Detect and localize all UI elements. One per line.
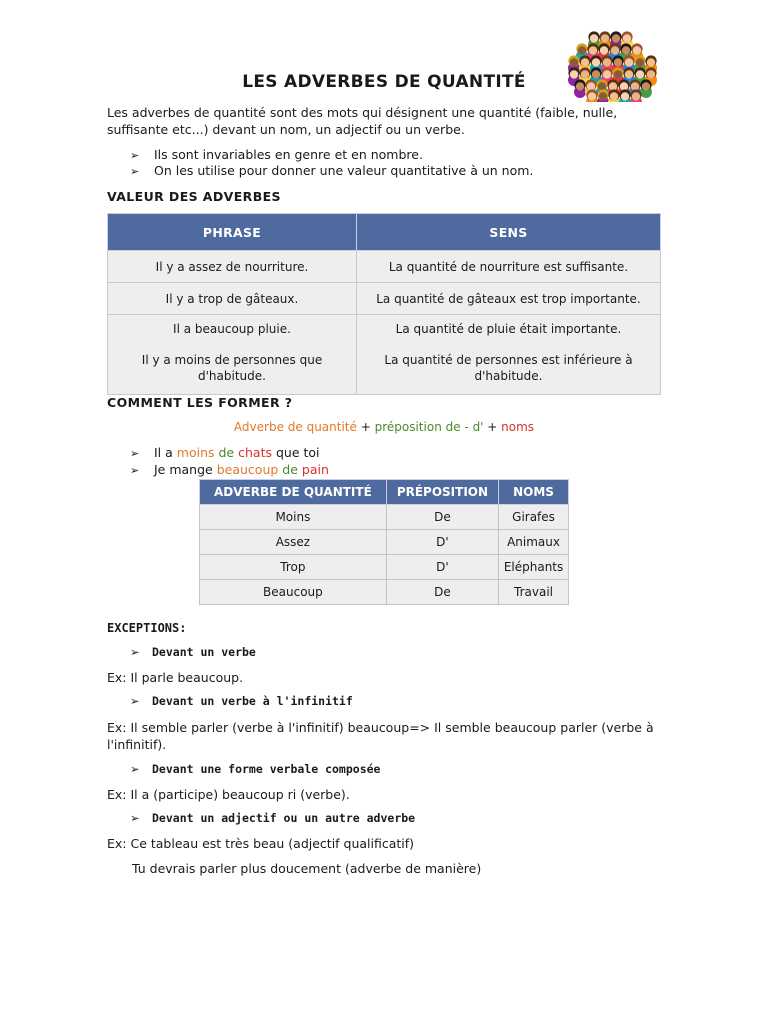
example-moins: ➢ Il a moins de chats que toi — [130, 445, 320, 460]
arrow-bullet-icon: ➢ — [130, 447, 140, 460]
crowd-face — [632, 92, 640, 100]
section-heading-values: VALEUR DES ADVERBES — [107, 189, 281, 204]
crowd-face — [599, 92, 607, 100]
exception-heading: ➢ Devant un verbe à l'infinitif — [130, 694, 353, 708]
exception-example: Ex: Il semble parler (verbe à l'infinitif) beaucoup=> Il semble beaucoup parler (verbe à l'infinitif). — [107, 720, 654, 752]
exception-example: Ex: Ce tableau est très beau (adjectif qualificatif) — [107, 836, 415, 851]
crowd-face — [592, 58, 600, 66]
crowd-face — [614, 58, 622, 66]
crowd-face — [588, 92, 596, 100]
crowd-face — [621, 92, 629, 100]
table-cell: Trop — [200, 555, 387, 580]
arrow-bullet-icon: ➢ — [130, 165, 140, 178]
arrow-bullet-icon: ➢ — [130, 694, 140, 708]
formula-adverb: Adverbe de quantité — [233, 420, 357, 434]
example-beaucoup: ➢ Je mange beaucoup de pain — [130, 462, 329, 477]
table-cell: D' — [386, 555, 498, 580]
crowd-face — [612, 34, 620, 42]
exception-example-continued: Tu devrais parler plus doucement (adverbe de manière) — [132, 861, 482, 876]
table-cell: Travail — [499, 580, 569, 605]
crowd-face — [611, 46, 619, 54]
crowd-face — [633, 46, 641, 54]
table-cell-text: Il y a moins de personnes que d'habitude. — [141, 353, 323, 383]
crowd-face — [581, 58, 589, 66]
formula-preposition: préposition de - d' — [374, 420, 484, 434]
table-cell: Eléphants — [499, 555, 569, 580]
table-cell: Il y a assez de nourriture. — [108, 251, 357, 283]
table-row — [200, 580, 569, 605]
crowd-face — [647, 58, 655, 66]
table-cell: De — [386, 505, 498, 530]
formation-table — [199, 479, 569, 605]
table-cell: Beaucoup — [200, 580, 387, 605]
table-cell: La quantité de gâteaux est trop importante. — [357, 283, 661, 315]
table-cell: D' — [386, 530, 498, 555]
crowd-face — [589, 46, 597, 54]
table-cell: Assez — [200, 530, 387, 555]
exception-example: Ex: Il a (participe) beaucoup ri (verbe). — [107, 787, 350, 802]
table-cell: Girafes — [499, 505, 569, 530]
table-cell: Animaux — [499, 530, 569, 555]
table-row — [200, 530, 569, 555]
table-cell-text: Il a beaucoup pluie. — [173, 322, 291, 336]
table-header-nouns: NOMS — [499, 480, 569, 505]
crowd-face — [578, 46, 586, 54]
values-table — [107, 213, 661, 395]
crowd-face — [603, 58, 611, 66]
crowd-face — [623, 34, 631, 42]
intro-paragraph: Les adverbes de quantité sont des mots qui désignent une quantité (faible, nulle, suffisante etc...) devant un nom, un adjectif ou un verbe. — [107, 105, 618, 137]
table-cell — [357, 315, 661, 395]
page-title: LES ADVERBES DE QUANTITÉ — [242, 72, 526, 92]
exceptions-title: EXCEPTIONS: — [107, 621, 187, 635]
table-header-phrase: PHRASE — [108, 214, 357, 251]
crowd-face — [600, 46, 608, 54]
formula-noun: noms — [501, 420, 535, 434]
section-heading-formation: COMMENT LES FORMER ? — [107, 395, 293, 410]
formula-line: Adverbe de quantité + préposition de - d' + noms — [233, 420, 535, 434]
arrow-bullet-icon: ➢ — [130, 149, 140, 162]
crowd-face — [590, 34, 598, 42]
crowd-face — [601, 34, 609, 42]
table-header-sens: SENS — [357, 214, 661, 251]
table-header-adverb: ADVERBE DE QUANTITÉ — [200, 480, 387, 505]
table-row — [200, 505, 569, 530]
crowd-face — [570, 58, 578, 66]
table-cell-text: La quantité de pluie était importante. — [395, 322, 622, 336]
table-row — [108, 251, 661, 283]
arrow-bullet-icon: ➢ — [130, 762, 140, 776]
arrow-bullet-icon: ➢ — [130, 464, 140, 477]
bullet-invariable: ➢ Ils sont invariables en genre et en nombre. — [130, 147, 423, 162]
table-cell: De — [386, 580, 498, 605]
table-row — [108, 315, 661, 395]
table-row — [108, 283, 661, 315]
bullet-usage: ➢ On les utilise pour donner une valeur quantitative à un nom. — [130, 163, 534, 178]
table-cell: La quantité de nourriture est suffisante. — [357, 251, 661, 283]
exception-heading: ➢ Devant un verbe — [130, 645, 256, 659]
exception-heading: ➢ Devant une forme verbale composée — [130, 762, 381, 776]
exception-heading: ➢ Devant un adjectif ou un autre adverbe — [130, 811, 416, 825]
arrow-bullet-icon: ➢ — [130, 811, 140, 825]
crowd-face — [625, 58, 633, 66]
crowd-face — [610, 92, 618, 100]
crowd-face — [636, 58, 644, 66]
crowd-face — [622, 46, 630, 54]
arrow-bullet-icon: ➢ — [130, 645, 140, 659]
table-row — [200, 555, 569, 580]
exception-example: Ex: Il parle beaucoup. — [107, 670, 244, 685]
table-cell-text: La quantité de personnes est inférieure à d'habitude. — [384, 353, 633, 383]
table-cell: Il y a trop de gâteaux. — [108, 283, 357, 315]
table-cell — [108, 315, 357, 395]
table-header-preposition: PRÉPOSITION — [386, 480, 498, 505]
table-cell: Moins — [200, 505, 387, 530]
